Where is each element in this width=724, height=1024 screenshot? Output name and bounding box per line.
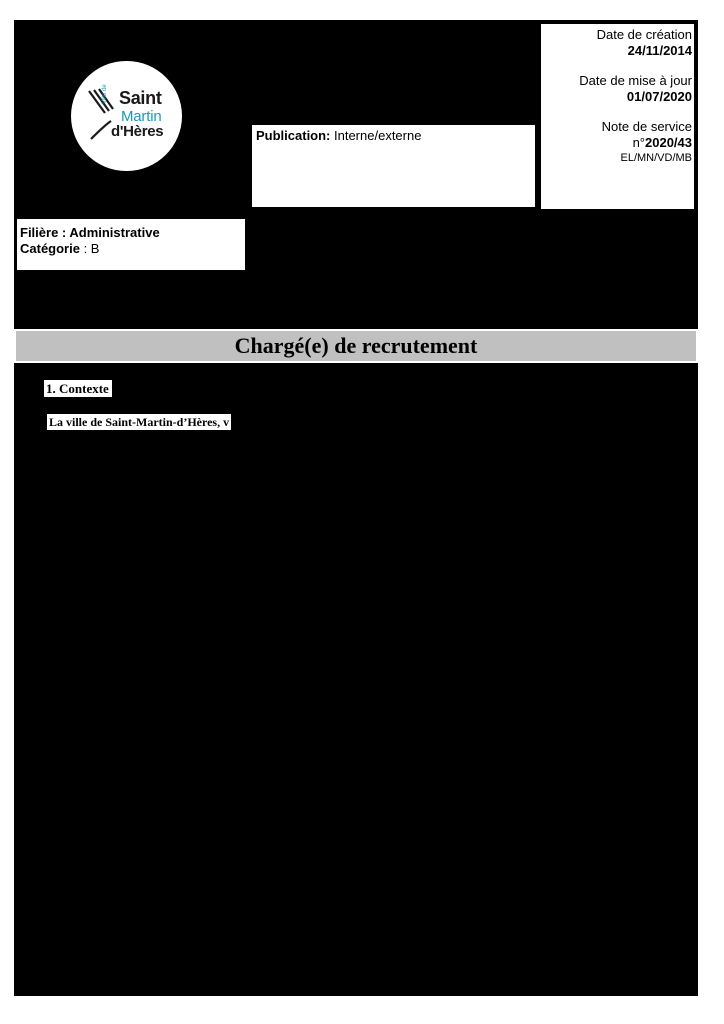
publication-value: Interne/externe (330, 128, 422, 143)
logo-ville-text: Ville de (102, 84, 108, 104)
service-note-value: 2020/43 (645, 135, 692, 150)
city-logo (71, 61, 182, 171)
context-text: La ville de Saint-Martin-d’Hères, v (49, 415, 230, 429)
publication-label: Publication: (256, 128, 331, 143)
update-date-value: 01/07/2020 (626, 89, 692, 104)
logo-martin-text: Martin (121, 108, 162, 125)
filiere-label: Filière : Administrative (20, 225, 160, 240)
dates-box (541, 24, 694, 209)
classification-box (17, 219, 245, 270)
service-note-prefix: n° (632, 135, 645, 150)
service-note-label: Note de service (601, 119, 692, 134)
logo-saint-text: Saint (119, 88, 162, 108)
service-note-number (541, 135, 692, 151)
categorie-value: : B (79, 241, 100, 256)
service-note-initials: EL/MN/VD/MB (620, 152, 692, 164)
job-title: Chargé(e) de recrutement (14, 329, 698, 363)
section-heading-context: 1. Contexte (44, 380, 112, 397)
creation-date-value: 24/11/2014 (627, 43, 692, 58)
categorie-label: Catégorie (20, 241, 80, 256)
publication-box (252, 125, 535, 207)
creation-date-label: Date de création (596, 27, 692, 42)
update-date-label: Date de mise à jour (579, 73, 692, 88)
logo-heres-text: d'Hères (111, 123, 164, 140)
